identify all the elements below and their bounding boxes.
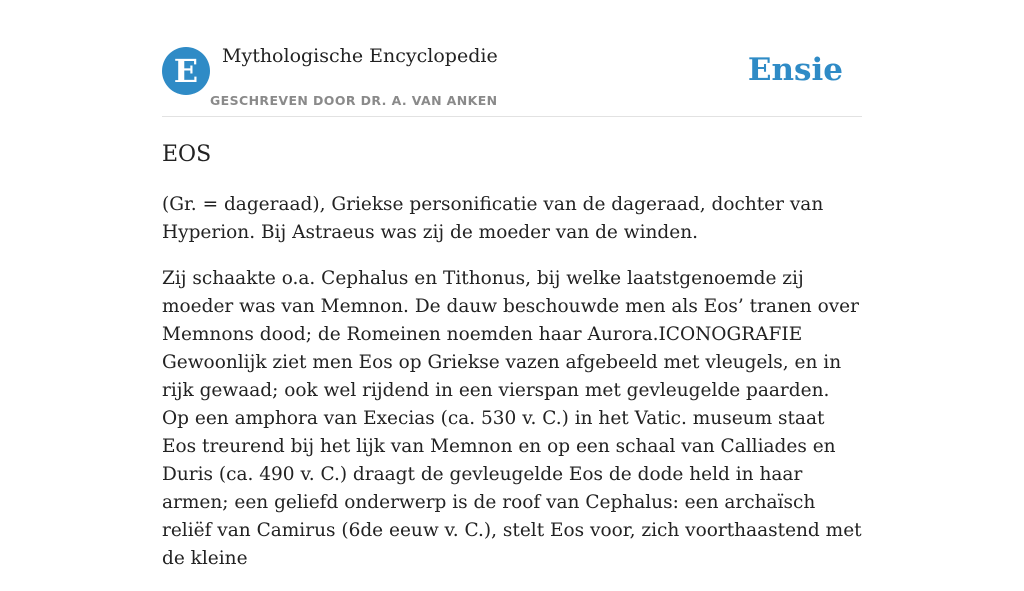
encyclopedia-logo-icon[interactable]: E [162, 47, 210, 95]
article-title: EOS [162, 142, 212, 167]
header [162, 44, 862, 117]
ensie-brand-logo[interactable]: Ensie [747, 52, 843, 88]
book-title-link[interactable]: Mythologische Encyclopedie [222, 45, 498, 67]
article [162, 139, 862, 591]
article-paragraph-intro: (Gr. = dageraad), Griekse personificatie van de dageraad, dochter van Hyperion. Bij Astraeus was zij de moeder van de winden. [162, 194, 824, 243]
article-paragraph-body: Zij schaakte o.a. Cephalus en Tithonus, bij welke laatstgenoemde zij moeder was van Memnon. De dauw beschouwde men als Eos’ tranen over Memnons dood; de Romeinen noemden haar Aurora.ICONOGRAFIE Gewoonlijk ziet men Eos op Griekse vazen afgebeeld met vleugels, en in rijk gewaad; ook wel rijdend in een vierspan met gevleugelde paarden. Op een amphora van Execias (ca. 530 v. C.) in het Vatic. museum staat Eos treurend bij het lijk van Memnon en op een schaal van Calliades en Duris (ca. 490 v. C.) draagt de gevleugelde Eos de dode held in haar armen; een geliefd onderwerp is de roof van Cephalus: een archaïsch reliëf van Camirus (6de eeuw v. C.), stelt Eos voor, zich voorthaastend met de kleine [162, 268, 862, 569]
author-byline: GESCHREVEN DOOR DR. A. VAN ANKEN [210, 93, 498, 108]
